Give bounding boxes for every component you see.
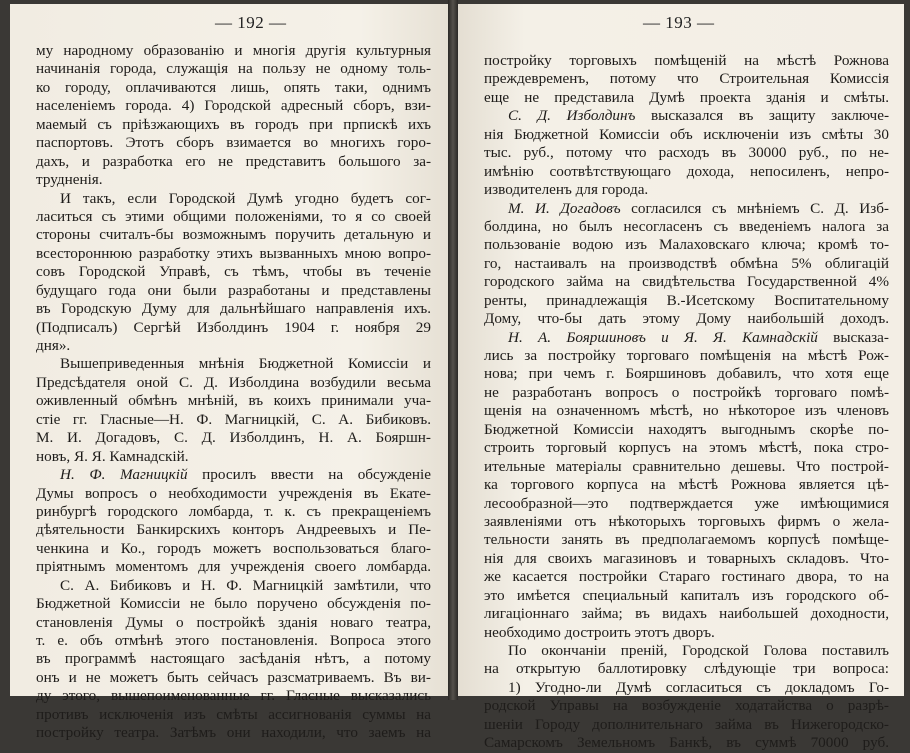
left-page-number: — 192 — — [215, 13, 287, 32]
text-line: имѣнію соотвѣтствующаго дохода, непосиленъ, непро- — [484, 162, 889, 180]
text-line: ду этого, вышепоименованные гг. Гласные высказались — [36, 687, 431, 705]
text-line: болдина, но былъ несогласенъ съ введеніемъ налога за — [484, 217, 889, 235]
text-line: необходимо достроить этотъ дворъ. — [484, 623, 715, 641]
text-line: нія Бюджетной Комиссіи объ исключеніи изъ смѣты 30 — [484, 125, 889, 143]
text-line: ринбургѣ городского ломбарда, т. к. съ прекращеніемъ — [36, 502, 431, 520]
text-line: ко городу, оплачиваются лишь, опять таки, однимъ — [36, 78, 431, 96]
text-line: это имѣется специальный капиталъ изъ городского об- — [484, 586, 889, 604]
text-line: маемый съ пріѣзжающихъ въ городъ при прпискѣ ихъ — [36, 115, 431, 133]
text-line: на открытую баллотировку слѣдующіе три вопроса: — [484, 660, 889, 678]
text-line: строить торговый корпусъ на этомъ мѣстѣ, пока стро- — [484, 439, 889, 457]
text-line: всестороннюю разработку этихъ вызванныхъ мною вопро- — [36, 244, 431, 262]
text-line: Думы вопросъ о необходимости учрежденія въ Екате- — [36, 484, 431, 502]
text-line: оживленный обмѣнъ мнѣній, въ коихъ принимали уча- — [36, 392, 431, 410]
text-line: пользованіе водою изъ Малаховскаго ключа; кромѣ то- — [484, 236, 889, 254]
text-line: преждевременъ, потому что Строительная Комиссія — [484, 70, 889, 88]
text-line: паспортовъ. Этотъ сборъ взимается во многихъ горо- — [36, 134, 431, 152]
left-page — [10, 4, 448, 742]
text-line-rest: согласился съ мнѣніемъ С. Д. Изб- — [620, 199, 889, 217]
text-line: дахъ, и разработка его не представитъ большого за- — [36, 152, 431, 170]
text-line: му народному образованію и многія другія культурныя — [36, 42, 431, 59]
text-line: лигаціоннаго займа; въ видахъ наибольшей доходности, — [484, 605, 889, 623]
text-line: т. е. объ отмѣнѣ этого постановленія. Вопроса этого — [36, 632, 431, 649]
speaker-name: С. Д. Изболдинъ — [508, 107, 636, 125]
text-line-rest: высказа- — [817, 328, 889, 346]
text-line: дѣятельности Банкирскихъ конторъ Андреевыхъ и Пе- — [36, 521, 431, 539]
text-line: М. И. Догадовъ, С. Д. Изболдинъ, Н. А. Бояршн- — [36, 429, 431, 447]
right-page-text — [484, 52, 889, 753]
text-line: Самарскомъ Земельномъ Банкѣ, въ суммѣ 70000 руб. — [484, 734, 889, 752]
text-line: тыс. руб., потому что расходъ въ 30000 руб., по не- — [484, 144, 889, 162]
text-line: пріятнымъ моментомъ для учрежденія своего ломбарда. — [36, 558, 431, 576]
text-line: ласиться съ этими общими положеніями, то я со своей — [36, 207, 431, 225]
text-line-rest: высказался въ защиту заключе- — [635, 107, 889, 125]
text-line: становленія Думы о постройкѣ зданія новаго театра, — [36, 613, 431, 631]
text-line: нія для своихъ магазиновъ и товарныхъ складовъ. Что- — [484, 549, 889, 567]
text-line — [484, 329, 889, 347]
text-line: же касается постройки Стараго гостинаго двора, то на — [484, 568, 889, 586]
text-line: родской Управы на возбужденіе ходатайства о разрѣ- — [484, 697, 889, 715]
text-line: заявленіями отъ нѣкоторыхъ торговыхъ фирмъ о жела- — [484, 512, 889, 530]
text-line: стороны считалъ-бы возможнымъ поручить детальную и — [36, 226, 431, 244]
text-line: новъ, Я. Я. Камнадскій. — [36, 447, 189, 465]
text-line: И такъ, если Городской Думѣ угодно будетъ сог- — [60, 189, 431, 207]
text-line: въ Городскую Думу для дальнѣйшаго направленія ихъ. — [36, 300, 431, 318]
text-line — [484, 200, 889, 218]
text-line — [484, 107, 889, 125]
text-line: начинанія города, служащія на пользу не одному толь- — [36, 60, 431, 78]
text-line: еще не представила Думѣ проекта зданія и смѣты. — [484, 88, 889, 106]
text-line: ительные матеріалы сравнительно дешевы. Что построй- — [484, 457, 889, 475]
text-line: лись за постройку торговаго помѣщенія на мѣстѣ Рож- — [484, 347, 889, 364]
text-line: лесообразной—это подтверждается уже имѣющимися — [484, 494, 889, 512]
text-line: Бюджетной Комиссіи не было поручено обсужденія по- — [36, 595, 431, 613]
text-line: Предсѣдателя оной С. Д. Изболдина возбудили весьма — [36, 373, 431, 391]
text-line — [36, 466, 431, 484]
text-line: будущаго года они были разработаны и представлены — [36, 281, 431, 299]
text-line-rest: просилъ ввести на обсужденіе — [187, 466, 432, 484]
text-line: изводителенъ для города. — [484, 181, 649, 199]
text-line: трудненія. — [36, 171, 103, 189]
text-line: го, настаивалъ на производствѣ обмѣна 5% облигацій — [484, 254, 889, 272]
text-line: постройку торговыхъ помѣщеній на мѣстѣ Рожнова — [484, 52, 889, 69]
text-line: онъ и не можетъ быть сейчасъ разсматриваемъ. Въ ви- — [36, 668, 431, 686]
text-line: стіе гг. Гласные—Н. Ф. Магницкій, С. А. Бибиковъ. — [36, 410, 431, 428]
text-line: совъ Городской Управѣ, съ тѣмъ, чтобы въ теченіе — [36, 263, 431, 281]
speaker-name: Н. А. Бояршиновъ и Я. Я. Камнадскій — [508, 328, 818, 346]
text-line: шеніи Городу дополнительнаго займа въ Нижегородско- — [484, 715, 889, 733]
text-line: ренты, принадлежащія В.-Исетскому Воспитательному — [484, 291, 889, 309]
speaker-name: Н. Ф. Магницкій — [60, 466, 188, 484]
text-line: дня». — [36, 337, 71, 354]
right-page-number: — 193 — — [643, 13, 715, 32]
speaker-name: М. И. Догадовъ — [508, 199, 621, 217]
text-line: С. А. Бибиковъ и Н. Ф. Магницкій замѣтили, что — [60, 576, 431, 594]
right-page — [458, 4, 904, 752]
text-line: (Подписалъ) Сергѣй Изболдинъ 1904 г. ноября 29 — [36, 318, 431, 336]
text-line: ченкина и Ко., городъ можетъ воспользоваться благо- — [36, 539, 431, 557]
text-line: щенія на означенномъ мѣстѣ, но нѣкоторое изъ членовъ — [484, 402, 889, 420]
text-line: городского займа на свидѣтельства Государственной 4% — [484, 273, 889, 291]
text-line: въ программѣ настоящаго засѣданія нѣтъ, а потому — [36, 650, 431, 668]
text-line: ка торгового корпуса на мѣстѣ Рожнова является цѣ- — [484, 476, 889, 494]
text-line: 1) Угодно-ли Думѣ согласиться съ докладомъ Го- — [508, 678, 889, 696]
text-line: не разработанъ вопросъ о постройкѣ торговаго помѣ- — [484, 383, 889, 401]
text-line: Вышеприведенныя мнѣнія Бюджетной Комиссіи и — [60, 355, 431, 373]
text-line: населеніемъ города. 4) Городской адресный сборъ, взи- — [36, 97, 431, 115]
text-line: постройку театра. Затѣмъ они находили, что заемъ на — [36, 724, 431, 742]
text-line: тельности занять въ предполагаемомъ корпусѣ помѣще- — [484, 531, 889, 549]
text-line: нова; при чемъ г. Бояршиновъ добавилъ, что хотя еще — [484, 365, 889, 383]
text-line: противъ исключенія изъ смѣты ассигнованія суммы на — [36, 705, 431, 723]
book-gutter — [448, 0, 458, 700]
text-line: По окончаніи преній, Городской Голова поставилъ — [508, 642, 889, 659]
text-line: Бюджетной Комиссіи находятъ выгоднымъ скорѣе по- — [484, 420, 889, 438]
left-page-text — [36, 42, 431, 743]
text-line: Дому, что-бы дать этому Дому наибольшій доходъ. — [484, 310, 889, 328]
